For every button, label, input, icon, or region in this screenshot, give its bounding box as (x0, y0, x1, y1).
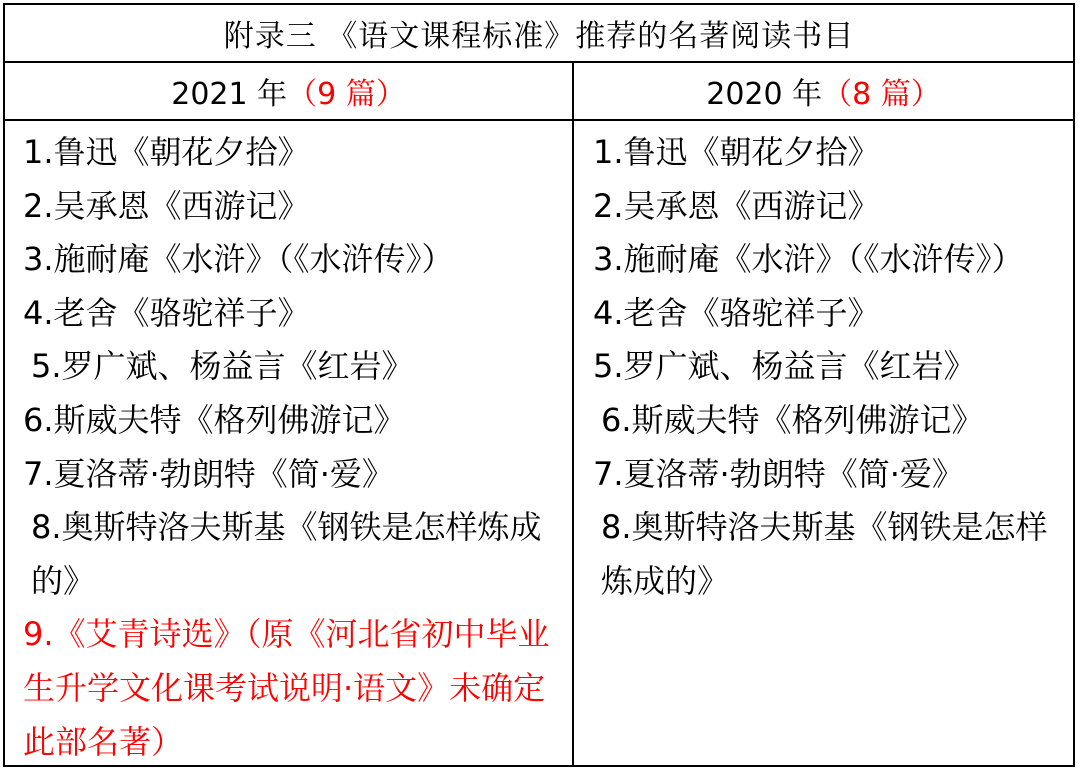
list-item: 4.老舍《骆驼祥子》 (23, 293, 310, 332)
list-2021 (5, 121, 574, 765)
list-item: 2.吴承恩《西游记》 (23, 186, 310, 225)
list-item: 5.罗广斌、杨益言《红岩》 (593, 347, 976, 386)
list-2020 (574, 121, 1073, 765)
list-item: 6.斯威夫特《格列佛游记》 (23, 400, 406, 439)
list-item-highlight: 9.《艾青诗选》（原《河北省初中毕业生升学文化课考试说明·语文》未确定此部名著） (23, 615, 550, 761)
header-2021-count: （9 篇） (287, 77, 406, 112)
list-item: 3.施耐庵《水浒》（《水浒传》） (23, 240, 454, 279)
list-item: 8.奥斯特洛夫斯基《钢铁是怎样炼成的》 (601, 508, 1048, 600)
header-2020-count: （8 篇） (822, 77, 941, 112)
list-item: 2.吴承恩《西游记》 (593, 186, 880, 225)
header-2021 (5, 63, 574, 119)
list-item: 1.鲁迅《朝花夕拾》 (593, 133, 880, 171)
list-item: 7.夏洛蒂·勃朗特《简·爱》 (593, 454, 964, 493)
header-2020 (574, 63, 1073, 119)
header-2020-year: 2020 年 (706, 77, 823, 112)
list-item: 6.斯威夫特《格列佛游记》 (601, 400, 984, 439)
header-row (5, 63, 1073, 121)
list-item: 5.罗广斌、杨益言《红岩》 (31, 347, 414, 386)
list-item: 1.鲁迅《朝花夕拾》 (23, 133, 310, 171)
list-item: 8.奥斯特洛夫斯基《钢铁是怎样炼成的》 (31, 508, 542, 600)
table-title: 附录三 《语文课程标准》推荐的名著阅读书目 (5, 5, 1073, 63)
list-item: 4.老舍《骆驼祥子》 (593, 293, 880, 332)
list-item: 7.夏洛蒂·勃朗特《简·爱》 (23, 454, 394, 493)
reading-list-table (3, 3, 1075, 767)
header-2021-year: 2021 年 (171, 77, 288, 112)
list-item: 3.施耐庵《水浒》（《水浒传》） (593, 240, 1024, 279)
body-row (5, 121, 1073, 765)
